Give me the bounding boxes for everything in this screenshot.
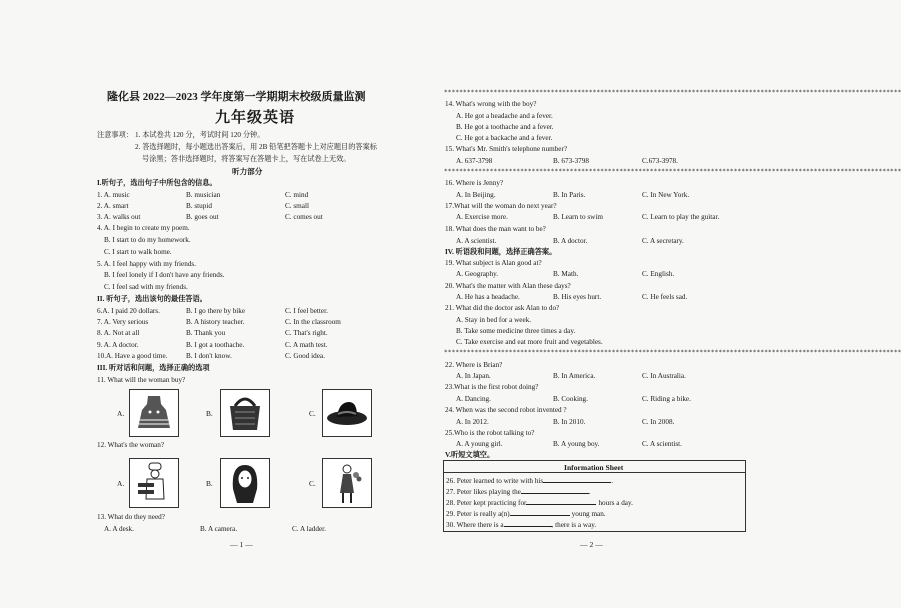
q11-label-a: A. xyxy=(117,409,125,418)
option-b: B. stupid xyxy=(186,202,212,210)
q15-option-a: A. 637-3798 xyxy=(456,157,493,165)
handbag-icon xyxy=(221,390,269,436)
q17-question: 17.What will the woman do next year? xyxy=(445,202,557,210)
option-a: 6.A. I paid 20 dollars. xyxy=(97,307,160,315)
q11-picture-a xyxy=(129,389,179,437)
q16-option-b: B. In Paris. xyxy=(553,191,586,199)
option-c: C. A math test. xyxy=(285,341,328,349)
q12-label-b: B. xyxy=(206,479,213,488)
q18-option-a: A. A scientist. xyxy=(456,237,497,245)
answer-blank-30[interactable] xyxy=(504,519,552,527)
option-b: B. Thank you xyxy=(186,329,226,337)
q24-option-b: B. In 2010. xyxy=(553,418,586,426)
q16-question: 16. Where is Jenny? xyxy=(445,179,504,187)
fill-suffix: . xyxy=(588,488,591,496)
q13-option-c: C. A ladder. xyxy=(292,525,326,533)
option-c: C. I feel better. xyxy=(285,307,328,315)
notice-line3: 号涂黑；答非选择题时，将答案写在答题卡上，写在试卷上无效。 xyxy=(142,155,351,163)
q11-label-c: C. xyxy=(309,409,316,418)
q12-label-a: A. xyxy=(117,479,125,488)
part1-heading: I.听句子，选出句子中所包含的信息。 xyxy=(97,179,217,187)
option-c: C. Good idea. xyxy=(285,352,325,360)
q12-picture-c xyxy=(322,458,372,508)
q4-option-b: B. I start to do my homework. xyxy=(104,236,191,244)
q19-question: 19. What subject is Alan good at? xyxy=(445,259,542,267)
q17-option-b: B. Learn to swim xyxy=(553,213,603,221)
q5-option-b: B. I feel lonely if I don't have any friends. xyxy=(104,271,225,279)
q22-option-b: B. In America. xyxy=(553,372,596,380)
q18-option-b: B. A doctor. xyxy=(553,237,588,245)
q12-label-c: C. xyxy=(309,479,316,488)
option-a: 7. A. Very serious xyxy=(97,318,149,326)
option-a: 3. A. walks out xyxy=(97,213,141,221)
q25-option-a: A. A young girl. xyxy=(456,440,503,448)
fill-prefix: 29. Peter is really a(n) xyxy=(446,510,510,518)
option-a: 10.A. Have a good time. xyxy=(97,352,168,360)
q19-option-a: A. Geography. xyxy=(456,270,499,278)
q13-option-b: B. A camera. xyxy=(200,525,238,533)
option-c: C. mind xyxy=(285,191,309,199)
part3-heading: III. 听对话和问题，选择正确的选项 xyxy=(97,364,210,372)
fill-suffix: young man. xyxy=(571,510,606,518)
notice-line1: 1. 本试卷共 120 分，考试时间 120 分钟。 xyxy=(135,131,265,139)
q23-option-a: A. Dancing. xyxy=(456,395,491,403)
option-c: C. comes out xyxy=(285,213,323,221)
info-sheet-title: Information Sheet xyxy=(564,463,624,472)
option-a: 1. A. music xyxy=(97,191,130,199)
q25-question: 25.Who is the robot talking to? xyxy=(445,429,535,437)
option-a: 9. A. A doctor. xyxy=(97,341,139,349)
notice-label: 注意事项： xyxy=(97,131,133,139)
q23-option-c: C. Riding a bike. xyxy=(642,395,691,403)
woman-portrait-icon xyxy=(221,459,269,507)
fill-suffix: , there is a way. xyxy=(551,521,597,529)
q16-option-c: C. In New York. xyxy=(642,191,690,199)
q20-option-c: C. He feels sad. xyxy=(642,293,688,301)
fill-prefix: 27. Peter likes playing the xyxy=(446,488,521,496)
q22-question: 22. Where is Brian? xyxy=(445,361,503,369)
q21-option-a: A. Stay in bed for a week. xyxy=(456,316,532,324)
q5-option-a: 5. A. I feel happy with my friends. xyxy=(97,260,197,268)
section-title-listening: 听力部分 xyxy=(232,167,263,176)
option-c: C. That's right. xyxy=(285,329,328,337)
notice-line2: 2. 答选择题时，每小题选出答案后，用 2B 铅笔把答题卡上对应题目的答案标 xyxy=(135,143,377,151)
q11-picture-b xyxy=(220,389,270,437)
q20-option-a: A. He has a headache. xyxy=(456,293,520,301)
answer-blank-28[interactable] xyxy=(526,497,596,505)
fill-row-27 xyxy=(446,486,591,496)
fill-row-26 xyxy=(446,475,613,485)
q11-picture-c xyxy=(322,389,372,437)
q20-option-b: B. His eyes hurt. xyxy=(553,293,602,301)
q14-option-c: C. He got a backache and a fever. xyxy=(456,134,553,142)
q4-option-c: C. I start to walk home. xyxy=(104,248,172,256)
q23-option-b: B. Cooking. xyxy=(553,395,588,403)
fill-row-30 xyxy=(446,519,596,529)
woman-with-flowers-icon xyxy=(323,459,371,507)
q25-option-b: B. A young boy. xyxy=(553,440,600,448)
q21-option-c: C. Take exercise and eat more fruit and vegetables. xyxy=(456,338,603,346)
option-b: B. I go there by bike xyxy=(186,307,246,315)
q16-option-a: A. In Beijing. xyxy=(456,191,496,199)
cook-icon xyxy=(130,459,178,507)
hat-icon xyxy=(323,390,371,436)
q15-option-b: B. 673-3798 xyxy=(553,157,589,165)
q21-option-b: B. Take some medicine three times a day. xyxy=(456,327,576,335)
q24-option-a: A. In 2012. xyxy=(456,418,489,426)
info-sheet-divider xyxy=(444,472,745,473)
q25-option-c: C. A scientist. xyxy=(642,440,682,448)
divider-stars: ************************************************************************************************************************ xyxy=(444,89,901,96)
dress-icon xyxy=(130,390,178,436)
q14-option-a: A. He got a headache and a fever. xyxy=(456,112,553,120)
q12-question: 12. What's the woman? xyxy=(97,441,165,449)
q12-picture-a xyxy=(129,458,179,508)
q22-option-a: A. In Japan. xyxy=(456,372,491,380)
part4-heading: IV. 听语段和问题，选择正确答案。 xyxy=(445,248,557,256)
fill-suffix: . xyxy=(611,477,614,485)
page2-number: — 2 — xyxy=(580,540,603,549)
q21-question: 21. What did the doctor ask Alan to do? xyxy=(445,304,560,312)
fill-row-29 xyxy=(446,508,606,518)
q15-question: 15. What's Mr. Smith's telephone number? xyxy=(445,145,568,153)
answer-blank-29[interactable] xyxy=(510,508,570,516)
option-b: B. goes out xyxy=(186,213,219,221)
fill-prefix: 30. Where there is a xyxy=(446,521,504,529)
q20-question: 20. What's the matter with Alan these days? xyxy=(445,282,571,290)
q13-option-a: A. A desk. xyxy=(104,525,134,533)
q24-question: 24. When was the second robot invented ? xyxy=(445,406,567,414)
q24-option-c: C. In 2008. xyxy=(642,418,675,426)
page1-number: — 1 — xyxy=(230,540,253,549)
option-c: C. small xyxy=(285,202,309,210)
fill-prefix: 26. Peter learned to write with his xyxy=(446,477,544,485)
q23-question: 23.What is the first robot doing? xyxy=(445,383,539,391)
q14-option-b: B. He got a toothache and a fever. xyxy=(456,123,554,131)
q11-question: 11. What will the woman buy? xyxy=(97,376,186,384)
option-b: B. musician xyxy=(186,191,221,199)
q4-option-a: 4. A. I begin to create my poem. xyxy=(97,224,190,232)
part5-heading: V.听短文填空。 xyxy=(445,451,495,459)
option-b: B. I got a toothache. xyxy=(186,341,245,349)
answer-blank-27[interactable] xyxy=(521,486,589,494)
q18-question: 18. What does the man want to be? xyxy=(445,225,546,233)
option-b: B. A history teacher. xyxy=(186,318,245,326)
q15-option-c: C.673-3978. xyxy=(642,157,678,165)
q22-option-c: C. In Australia. xyxy=(642,372,686,380)
information-sheet xyxy=(443,460,746,532)
q17-option-c: C. Learn to play the guitar. xyxy=(642,213,720,221)
fill-prefix: 28. Peter kept practicing for xyxy=(446,499,527,507)
q12-picture-b xyxy=(220,458,270,508)
q5-option-c: C. I feel sad with my friends. xyxy=(104,283,188,291)
option-b: B. I don't know. xyxy=(186,352,232,360)
fill-row-28 xyxy=(446,497,633,507)
option-a: 2. A. smart xyxy=(97,202,129,210)
divider-stars: ************************************************************************************************************************ xyxy=(444,349,901,356)
page1-title: 隆化县 2022—2023 学年度第一学期期末校级质量监测 xyxy=(107,91,366,103)
page1-subtitle: 九年级英语 xyxy=(215,110,296,126)
fill-suffix: hours a day. xyxy=(598,499,633,507)
q19-option-b: B. Math. xyxy=(553,270,579,278)
q18-option-c: C. A secretary. xyxy=(642,237,684,245)
answer-blank-26[interactable] xyxy=(543,475,614,485)
divider-stars: ************************************************************************************************************************ xyxy=(444,168,901,175)
q19-option-c: C. English. xyxy=(642,270,675,278)
q13-question: 13. What do they need? xyxy=(97,513,165,521)
q14-question: 14. What's wrong with the boy? xyxy=(445,100,537,108)
q11-label-b: B. xyxy=(206,409,213,418)
option-a: 8. A. Not at all xyxy=(97,329,140,337)
part2-heading: II. 听句子，选出该句的最佳答语。 xyxy=(97,295,207,303)
option-c: C. In the classroom xyxy=(285,318,341,326)
q17-option-a: A. Exercise more. xyxy=(456,213,508,221)
